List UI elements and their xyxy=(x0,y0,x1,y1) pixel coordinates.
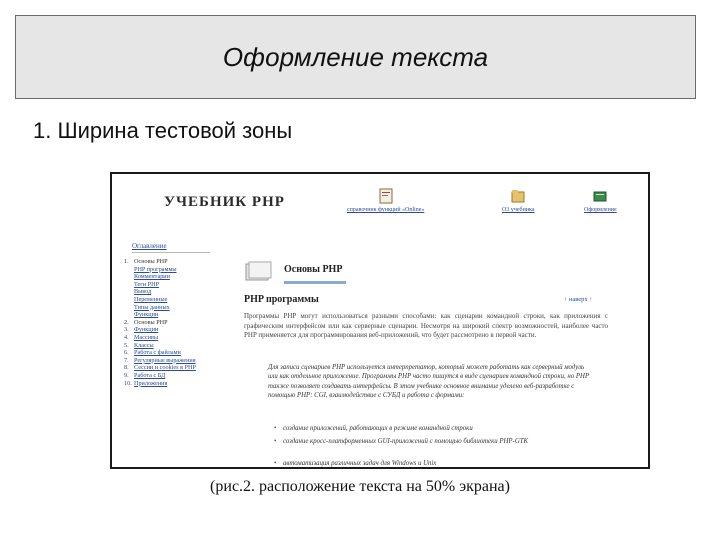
toc-label: Переменные xyxy=(134,295,168,303)
toc-item[interactable] xyxy=(124,296,219,304)
toc-number: 6. xyxy=(124,349,129,357)
toc-label: Классы xyxy=(134,341,154,349)
bullet-icon: • xyxy=(274,460,277,467)
site-logo: УЧЕБНИК PHP xyxy=(164,194,285,210)
toc-item[interactable] xyxy=(124,311,219,319)
toc-label: Вывод xyxy=(134,288,152,296)
toc-label: Основы PHP xyxy=(134,318,168,326)
toc-item[interactable] xyxy=(124,364,219,372)
section-title: Основы PHP xyxy=(284,264,343,275)
toc-label: Теги PHP xyxy=(134,280,160,288)
toc-number: 8. xyxy=(124,364,129,372)
document-icon xyxy=(379,188,393,204)
toc-number: 4. xyxy=(124,333,129,341)
toc-item[interactable] xyxy=(124,326,219,334)
top-link-about[interactable]: О3 учебника xyxy=(502,188,534,213)
toc-item[interactable] xyxy=(124,273,219,281)
toc-label: Функции xyxy=(134,326,159,334)
bullet-item: • создание приложений, работающих в режиме командной строки xyxy=(274,425,473,432)
toc-number: 5. xyxy=(124,341,129,349)
slide-title: Оформление текста xyxy=(222,41,489,72)
bullet-icon: • xyxy=(274,438,277,445)
table-of-contents xyxy=(124,258,219,387)
toc-number: 2. xyxy=(124,318,129,326)
toc-item[interactable] xyxy=(124,319,219,327)
sidebar-title: Оглавление xyxy=(132,242,167,250)
toc-label: Работа с БД xyxy=(134,371,166,379)
section-underline xyxy=(284,281,346,284)
toc-item[interactable] xyxy=(124,334,219,342)
toc-label: Комментарии xyxy=(134,273,170,281)
sidebar-divider xyxy=(132,252,210,253)
toc-label: Массивы xyxy=(134,333,159,341)
figure-caption: (рис.2. расположение текста на 50% экрана) xyxy=(210,478,510,495)
toc-label: Регулярные выражения xyxy=(134,356,196,364)
toc-label: Функции xyxy=(134,311,159,319)
toc-label: Типы данных xyxy=(134,303,170,311)
toc-number: 1. xyxy=(124,258,129,265)
body-paragraph: Программы PHP могут использоваться разными способами: как сценарии командной строки, как приложения с графическим интерфейсом или как серверные сценарии. Несмотря на широкий спектр возможностей, наиболее часто PHP применяется для программирования веб-приложений, что будет рассмотрено в первой части. xyxy=(244,312,608,339)
toc-label: PHP программы xyxy=(134,265,177,273)
toc-item[interactable] xyxy=(124,380,219,388)
bullet-item: • автоматизация различных задач для Windows и Unix xyxy=(274,460,437,467)
toc-item[interactable] xyxy=(124,266,219,274)
folder-icon xyxy=(511,188,525,204)
toc-item[interactable] xyxy=(124,372,219,380)
slide-heading: 1. Ширина тестовой зоны xyxy=(33,118,293,143)
toc-item[interactable] xyxy=(124,281,219,289)
website-screenshot xyxy=(110,172,650,469)
toc-item[interactable] xyxy=(124,342,219,350)
bullet-item: • создание кросс-платформенных GUI-приложений с помощью библиотеки PHP-GTK xyxy=(274,438,529,445)
toc-item[interactable] xyxy=(124,304,219,312)
toc-item[interactable] xyxy=(124,258,219,266)
top-link-functions[interactable]: справочник функций «Online» xyxy=(347,188,424,213)
toc-label: Основы PHP xyxy=(134,258,168,265)
toc-item[interactable] xyxy=(124,357,219,365)
slide-title-box xyxy=(15,15,696,99)
toc-label: Сессии и cookies в PHP xyxy=(134,364,196,372)
top-link-design[interactable]: Оформление xyxy=(584,188,617,213)
subsection-title: PHP программы xyxy=(244,294,319,305)
toc-number: 7. xyxy=(124,356,129,364)
toc-label: Приложения xyxy=(134,379,168,387)
italic-paragraph: Для записи сценариев PHP используется интерпретатор, который может работать как серверный модуль или как отдельное приложение. Программы PHP часто пишутся в виде сценариев командной строки, но PHP также позволяет создавать интерфейсы. В этом учебнике основное внимание уделено веб-разработке с помощью PHP: CGI, взаимодействие с СУБД и работа с формами: xyxy=(268,364,589,400)
toc-number: 9. xyxy=(124,371,129,379)
book-icon xyxy=(593,188,607,204)
bullet-icon: • xyxy=(274,425,277,432)
toc-number: 3. xyxy=(124,326,129,334)
toc-item[interactable] xyxy=(124,349,219,357)
back-to-top-link[interactable]: ↑ наверх ↑ xyxy=(564,296,593,303)
toc-number: 10. xyxy=(124,379,132,387)
toc-item[interactable] xyxy=(124,288,219,296)
toc-label: Работа с файлами xyxy=(134,349,181,357)
page-icon xyxy=(244,260,272,282)
